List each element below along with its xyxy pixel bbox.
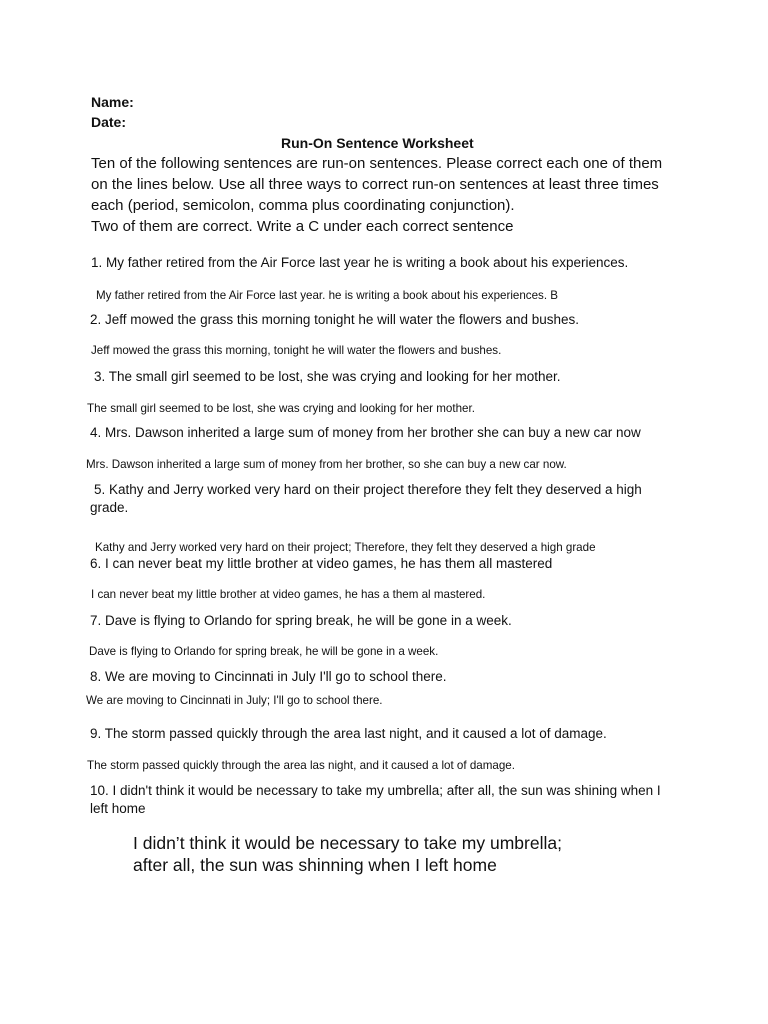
answer-5: Kathy and Jerry worked very hard on their project; Therefore, they felt they deserved a high grade — [95, 541, 596, 554]
answer-10-continued: after all, the sun was shinning when I left home — [133, 855, 497, 875]
answer-10: I didn’t think it would be necessary to take my umbrella; — [133, 833, 562, 853]
instruction-line: each (period, semicolon, comma plus coordinating conjunction). — [91, 197, 515, 214]
answer-4: Mrs. Dawson inherited a large sum of money from her brother, so she can buy a new car now. — [86, 458, 567, 471]
name-label: Name: — [91, 94, 134, 110]
answer-7: Dave is flying to Orlando for spring break, he will be gone in a week. — [89, 645, 439, 658]
question-8: 8. We are moving to Cincinnati in July I'll go to school there. — [90, 669, 447, 684]
instruction-line: Two of them are correct. Write a C under each correct sentence — [91, 218, 514, 235]
question-5: 5. Kathy and Jerry worked very hard on their project therefore they felt they deserved a high — [94, 482, 642, 497]
question-9: 9. The storm passed quickly through the area last night, and it caused a lot of damage. — [90, 726, 607, 741]
date-label: Date: — [91, 114, 127, 130]
question-4: 4. Mrs. Dawson inherited a large sum of money from her brother she can buy a new car now — [90, 425, 641, 440]
instruction-line: on the lines below. Use all three ways to correct run-on sentences at least three times — [91, 176, 659, 193]
answer-8: We are moving to Cincinnati in July; I'll go to school there. — [86, 694, 383, 707]
answer-6: I can never beat my little brother at video games, he has a them al mastered. — [91, 588, 486, 601]
question-7: 7. Dave is flying to Orlando for spring break, he will be gone in a week. — [90, 613, 512, 628]
question-6: 6. I can never beat my little brother at video games, he has them all mastered — [90, 556, 553, 571]
question-10: 10. I didn't think it would be necessary to take my umbrella; after all, the sun was shining when I — [90, 783, 661, 798]
question-10-continued: left home — [90, 801, 146, 816]
answer-3: The small girl seemed to be lost, she was crying and looking for her mother. — [87, 402, 475, 415]
question-5-continued: grade. — [90, 500, 129, 515]
worksheet-title: Run-On Sentence Worksheet — [281, 135, 474, 151]
answer-1: My father retired from the Air Force last year. he is writing a book about his experiences. B — [96, 289, 559, 302]
question-3: 3. The small girl seemed to be lost, she was crying and looking for her mother. — [94, 369, 561, 384]
question-1: 1. My father retired from the Air Force last year he is writing a book about his experiences. — [91, 255, 629, 270]
answer-2: Jeff mowed the grass this morning, tonight he will water the flowers and bushes. — [91, 344, 502, 357]
instruction-line: Ten of the following sentences are run-on sentences. Please correct each one of them — [91, 155, 663, 172]
answer-9: The storm passed quickly through the area las night, and it caused a lot of damage. — [87, 759, 515, 772]
question-2: 2. Jeff mowed the grass this morning tonight he will water the flowers and bushes. — [90, 312, 580, 327]
